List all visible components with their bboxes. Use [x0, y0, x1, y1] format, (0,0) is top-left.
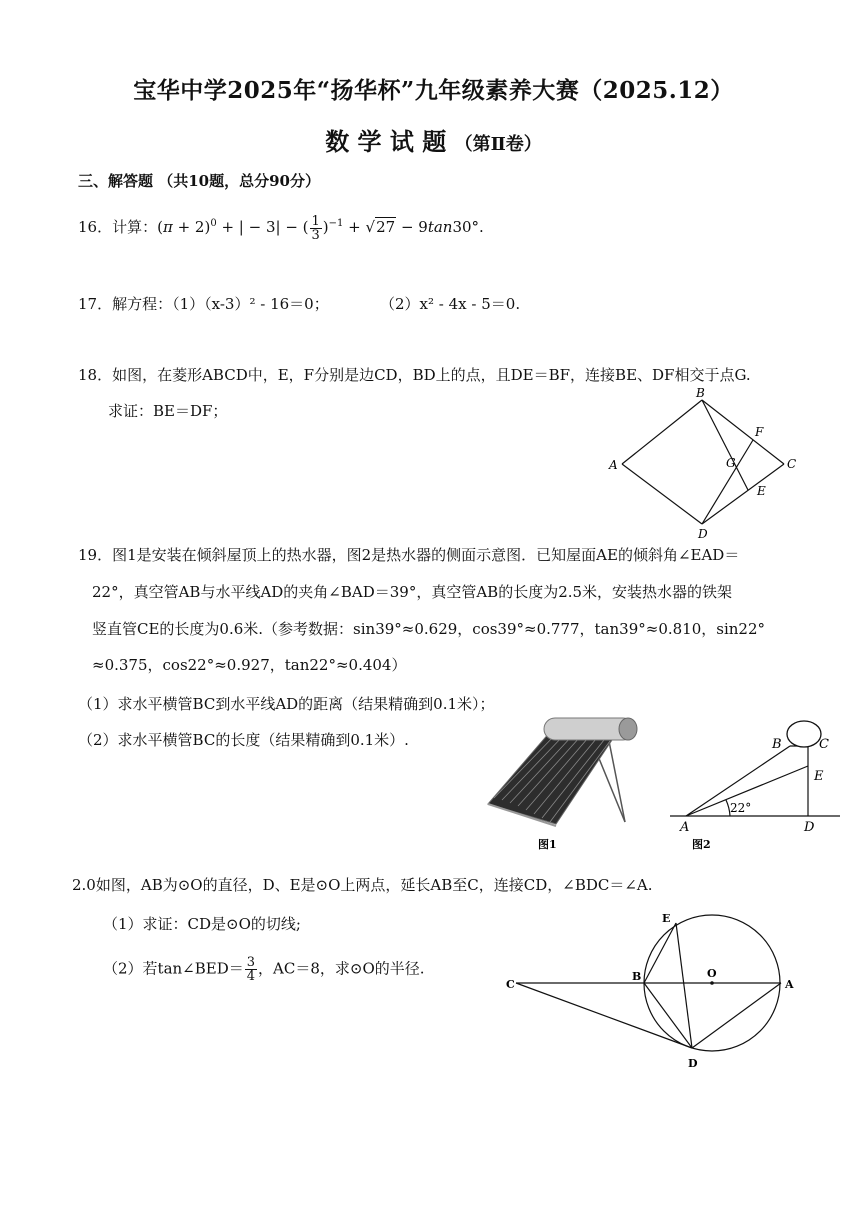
tangent-cd [516, 983, 692, 1048]
label-a: A [609, 458, 618, 472]
fig2-label-d: D [804, 820, 815, 835]
edge-bc [702, 400, 784, 464]
q19-part1: （1）求水平横管BC到水平线AD的距离（结果精确到0.1米）； [78, 695, 495, 713]
fig2-label-c: C [819, 737, 829, 752]
circle-tangent-figure [500, 905, 805, 1075]
q20-fraction [245, 956, 257, 983]
edge-ab [622, 400, 702, 464]
q20-part2-post: ，AC＝8，求⊙O的半径. [258, 959, 425, 978]
q20-fraction-den: 4 [246, 969, 256, 984]
q20-line1: 2.0如图，AB为⊙O的直径，D、E是⊙O上两点，延长AB至C，连接CD，∠BDC＝∠A. [72, 876, 653, 894]
support-post [608, 736, 625, 822]
question-16 [78, 214, 484, 242]
water-heater-photo [480, 712, 650, 852]
edge-cd [702, 464, 784, 524]
fig1-caption: 图1 [538, 838, 557, 851]
tank-circle [787, 721, 821, 747]
tank-end-cap [619, 718, 637, 740]
q19-part2: （2）求水平横管BC的长度（结果精确到0.1米）. [78, 731, 409, 749]
label-f: F [755, 425, 764, 439]
chord-ad [692, 983, 781, 1048]
q20-part1: （1）求证：CD是⊙O的切线; [103, 915, 301, 933]
label-a: A [785, 978, 794, 991]
q19-line4: ≈0.375，cos22°≈0.927，tan22°≈0.404） [92, 656, 407, 674]
q18-line1: 18．如图，在菱形ABCD中，E，F分别是边CD，BD上的点，且DE＝BF，连接BE、DF相交于点G. [78, 366, 751, 384]
q19-line2: 22°，真空管AB与水平线AD的夹角∠BAD＝39°，真空管AB的长度为2.5米，安装热水器的铁架 [92, 583, 733, 601]
rhombus-figure [600, 384, 810, 544]
section-heading: 三、解答题 （共10题，总分90分） [78, 172, 320, 190]
label-b: B [632, 970, 642, 983]
q17-part2: （2）x² - 4x - 5＝0. [380, 295, 521, 313]
label-g: G [726, 456, 736, 470]
fig2-caption: 图2 [692, 838, 711, 851]
question-17 [78, 294, 329, 314]
heater-schematic [668, 712, 843, 852]
exam-subtitle [0, 122, 867, 157]
label-e: E [757, 484, 766, 498]
chord-eb [644, 923, 676, 983]
fig2-label-a: A [680, 820, 690, 835]
q20-fraction-num: 3 [246, 955, 256, 970]
center-dot [710, 981, 714, 985]
q16-expression: $(\pi + 2)^0$ + | − 3| − ( $\frac{1}{3}$ )$^{-1}$ + √27 − 9tan30°. [157, 213, 484, 243]
q20-part2-pre: （2）若tan∠BED＝ [103, 959, 244, 978]
label-o: O [707, 967, 717, 980]
fig2-label-e: E [814, 769, 824, 784]
support-leg [598, 756, 625, 822]
exam-title: 宝华中学2025年“扬华杯”九年级素养大赛（2025.12） [133, 77, 734, 104]
q18-line2: 求证：BE＝DF； [108, 402, 228, 420]
q16-label: 16．计算： [78, 218, 158, 236]
subject-title: 数 学 试 题 [325, 127, 447, 156]
q20-part2 [103, 956, 425, 983]
segment-be [702, 400, 748, 490]
q19-line1: 19．图1是安装在倾斜屋顶上的热水器，图2是热水器的侧面示意图．已知屋面AE的倾斜角∠EAD＝ [78, 546, 740, 564]
q17-label: 17．解方程： [78, 295, 173, 313]
label-c: C [787, 457, 797, 471]
q19-line3: 竖直管CE的长度为0.6米.（参考数据：sin39°≈0.629，cos39°≈0.777，tan39°≈0.810，sin22° [92, 620, 766, 638]
volume-label: （第Ⅱ卷） [454, 134, 542, 155]
label-e: E [662, 912, 671, 925]
segment-df [702, 440, 753, 524]
label-c: C [506, 978, 515, 991]
label-b: B [696, 386, 705, 400]
label-d: D [698, 527, 708, 541]
fig2-label-b: B [772, 737, 782, 752]
edge-da [622, 464, 702, 524]
q17-part1: （1）（x-3）² - 16＝0； [172, 295, 329, 313]
fig2-angle-label: 22° [730, 801, 752, 815]
label-d: D [688, 1057, 698, 1070]
